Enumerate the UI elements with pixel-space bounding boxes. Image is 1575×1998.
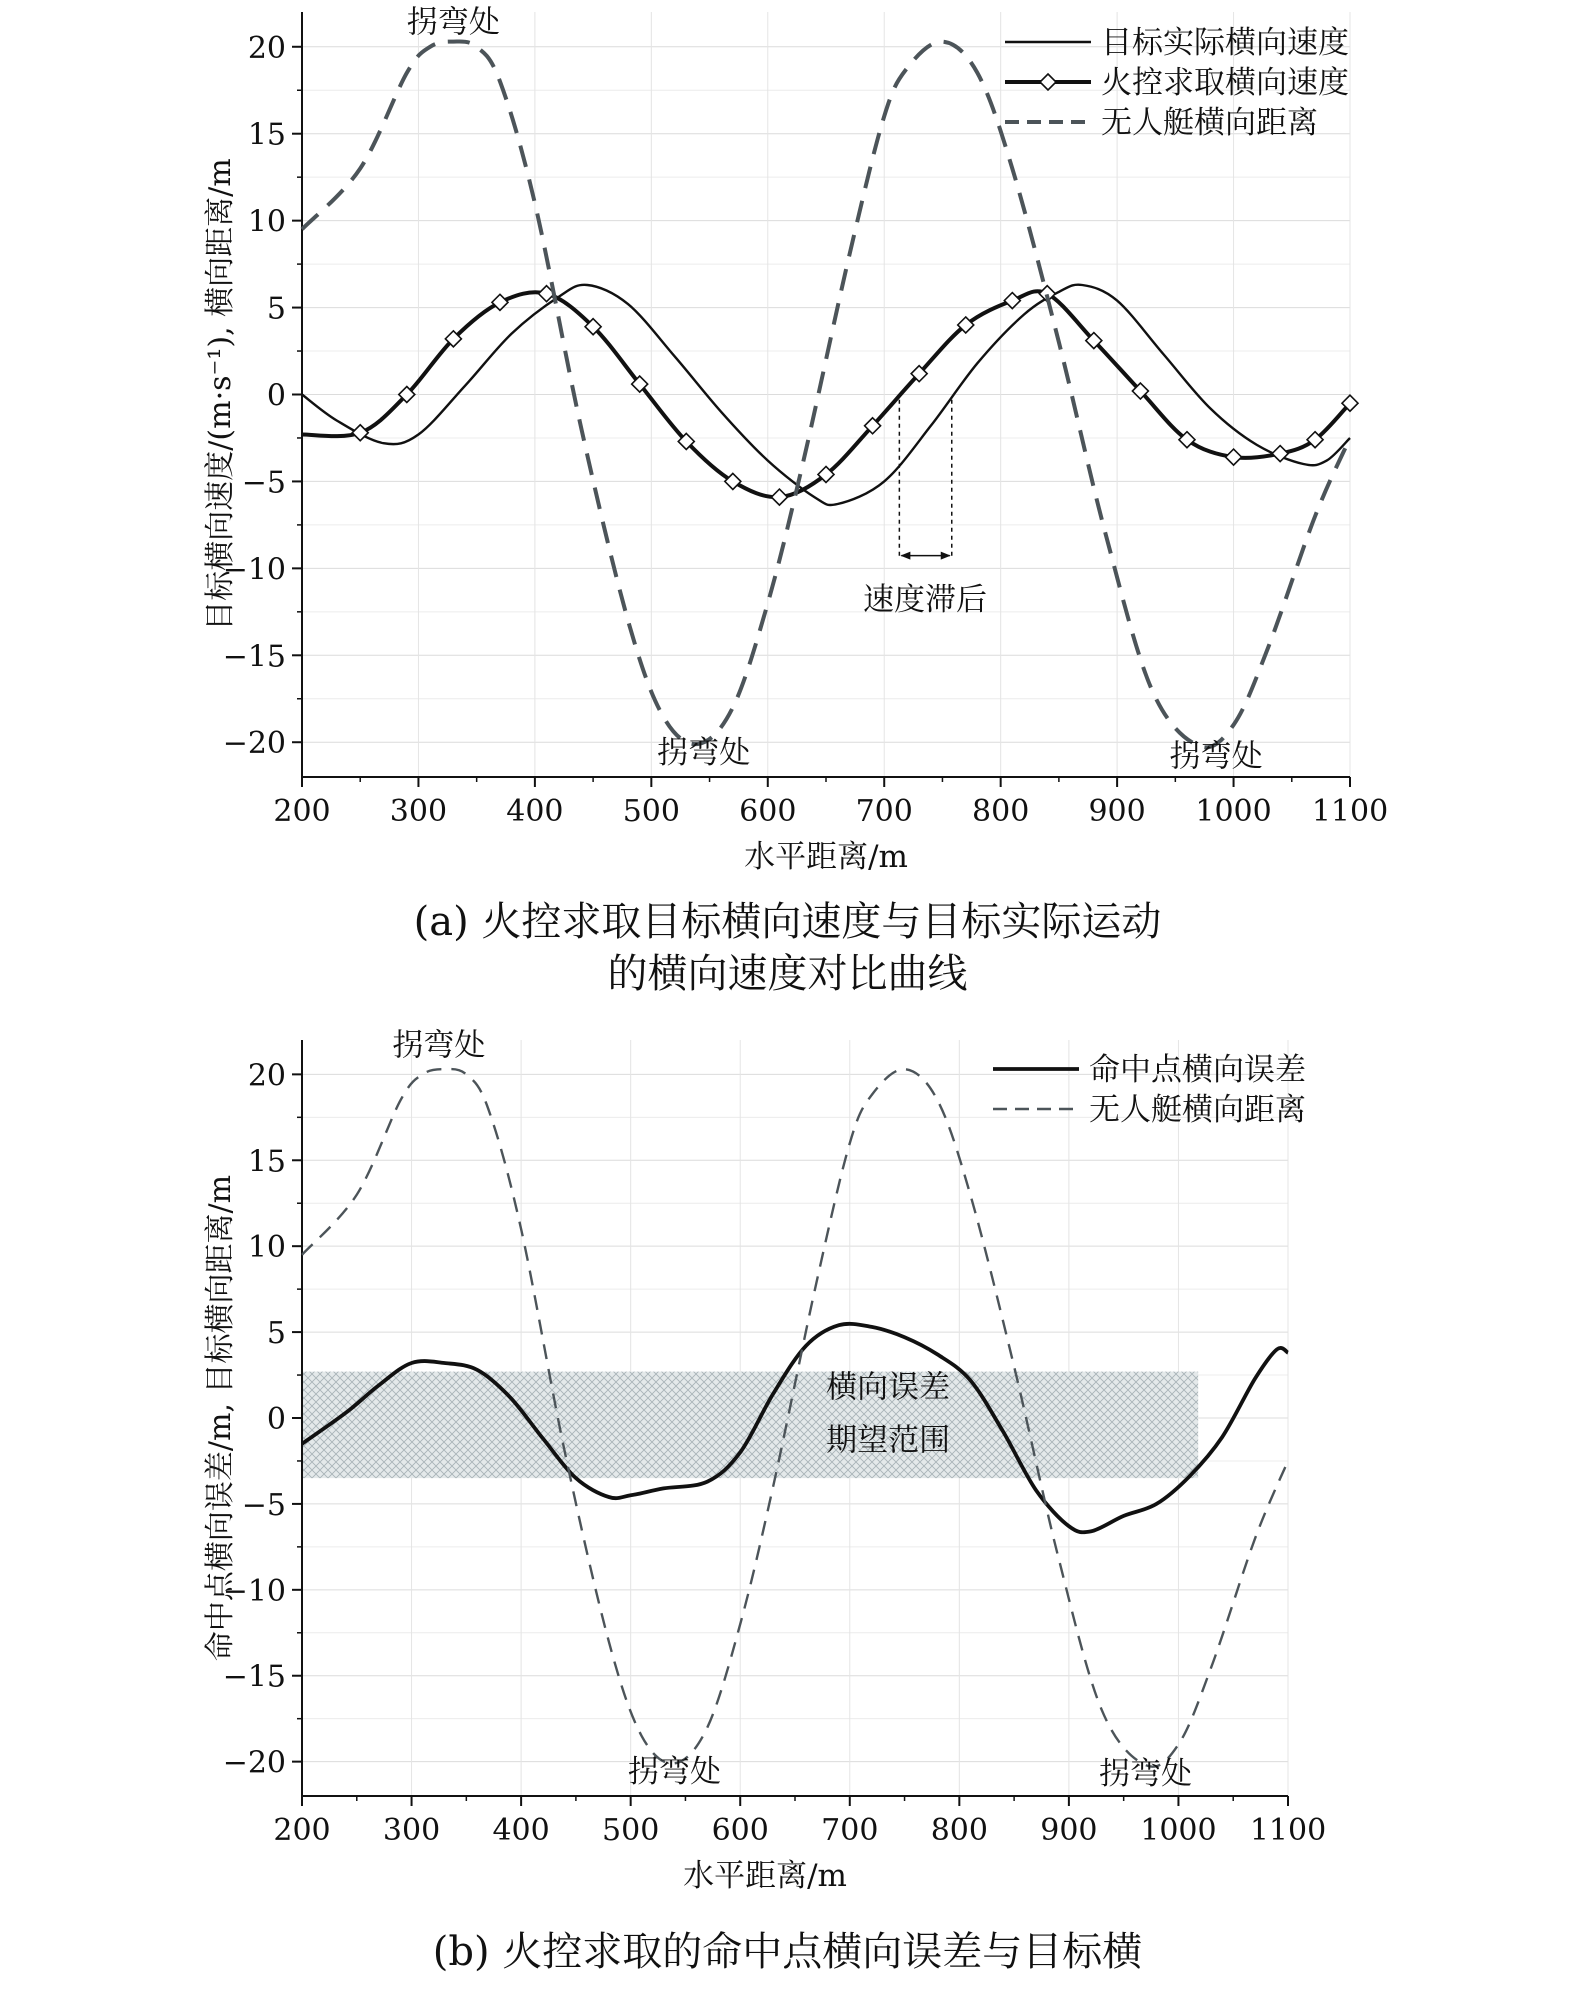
x-tick-label: 400 [506,794,564,829]
expected-range-band [302,1372,1198,1479]
y-axis-title: 命中点横向误差/m, 目标横向距离/m [203,1174,238,1662]
data-point-marker [771,489,787,505]
x-tick-label: 300 [389,794,448,829]
lag-arrowhead-right [941,552,951,560]
x-tick-label: 1000 [1195,794,1272,829]
x-tick-label: 200 [273,794,331,829]
y-tick-label: −15 [222,639,286,675]
legend-label-2: 无人艇横向距离 [1101,105,1318,141]
x-tick-label: 600 [711,1813,769,1848]
x-axis-title: 水平距离/m [744,839,908,875]
data-point-marker [1226,449,1242,465]
legend-label-0: 命中点横向误差 [1089,1052,1306,1088]
x-tick-label: 700 [855,794,913,829]
y-tick-label: 10 [247,204,286,240]
band-label-line1: 横向误差 [826,1369,951,1406]
y-tick-label: 20 [247,1058,286,1094]
y-tick-label: −10 [222,1573,286,1609]
annotation-label: 拐弯处 [1169,738,1263,775]
data-point-marker [1004,293,1020,309]
y-tick-label: −20 [222,726,286,762]
x-tick-label: 500 [622,794,680,829]
annotation-label: 速度滞后 [862,581,987,618]
x-tick-label: 200 [273,1813,331,1848]
lag-arrowhead-left [900,552,910,560]
x-tick-label: 1000 [1140,1813,1217,1848]
x-tick-label: 700 [821,1813,879,1848]
chart-a [0,0,1575,900]
x-tick-label: 800 [972,794,1030,829]
x-axis-title: 水平距离/m [683,1858,847,1894]
legend-label-1: 火控求取横向速度 [1101,65,1349,101]
annotation-label: 拐弯处 [657,734,751,771]
y-tick-label: 5 [266,291,286,327]
legend-label-1: 无人艇横向距离 [1089,1092,1306,1128]
y-tick-label: −20 [222,1745,286,1781]
annotation-label: 拐弯处 [406,4,500,41]
caption-b-line1: (b) 火控求取的命中点横向误差与目标横 [432,1929,1143,1975]
y-tick-label: −5 [241,465,286,501]
x-tick-label: 1100 [1249,1813,1327,1848]
chart-b [0,1027,1575,1920]
panel-b [0,1027,1575,1998]
caption-a-line1: (a) 火控求取目标横向速度与目标实际运动 [413,899,1162,945]
annotation-label: 拐弯处 [392,1027,486,1064]
y-tick-label: −10 [222,552,286,588]
y-tick-label: 0 [266,378,286,414]
x-tick-label: 900 [1088,794,1146,829]
y-tick-label: 10 [247,1230,286,1266]
x-tick-label: 1100 [1311,794,1389,829]
x-tick-label: 600 [739,794,797,829]
y-tick-label: 5 [266,1316,286,1352]
y-tick-label: 15 [247,117,286,153]
y-tick-label: 20 [247,30,286,66]
x-tick-label: 400 [492,1813,550,1848]
x-tick-label: 800 [930,1813,988,1848]
y-tick-label: −15 [222,1659,286,1695]
band-label-line2: 期望范围 [826,1422,951,1459]
y-axis-title: 目标横向速度/(m·s⁻¹), 横向距离/m [203,158,238,631]
y-tick-label: −5 [241,1487,286,1523]
legend-label-0: 目标实际横向速度 [1101,25,1349,61]
caption-a-line2: 的横向速度对比曲线 [607,951,968,997]
annotation-label: 拐弯处 [1099,1755,1193,1792]
x-tick-label: 500 [602,1813,660,1848]
x-tick-label: 300 [382,1813,441,1848]
y-tick-label: 15 [247,1144,286,1180]
y-tick-label: 0 [266,1402,286,1437]
legend-marker [1040,74,1056,90]
annotation-label: 拐弯处 [627,1754,721,1791]
x-tick-label: 900 [1040,1813,1098,1848]
